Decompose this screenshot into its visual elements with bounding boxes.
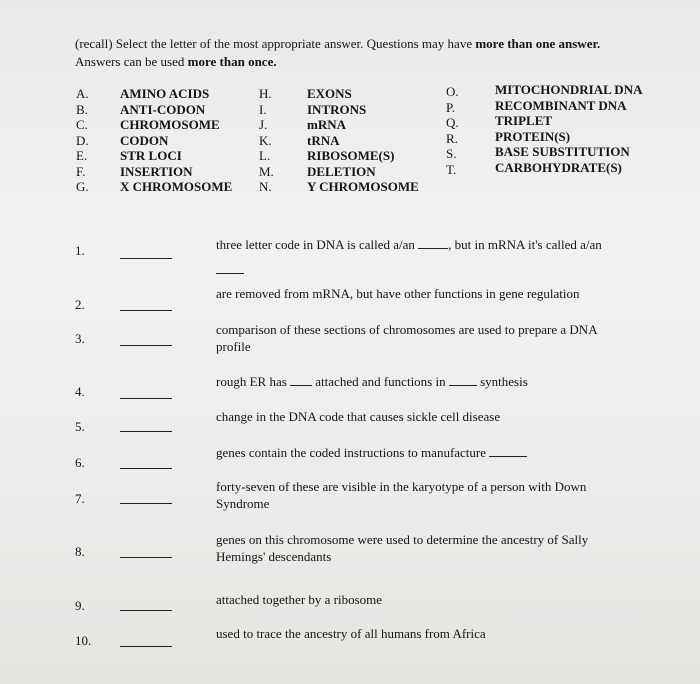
inline-blank[interactable] [290, 384, 312, 386]
inline-blank[interactable] [216, 272, 244, 274]
question-text [216, 478, 586, 512]
answer-blank[interactable] [120, 309, 172, 311]
inline-blank[interactable] [449, 384, 477, 386]
question-text-line: genes on this chromosome were used to determine the ancestry of Sally [216, 532, 589, 547]
option-term: AMINO ACIDS [120, 86, 210, 101]
option-term: mRNA [307, 117, 346, 132]
question-number: 2. [75, 297, 85, 312]
option-letter: I. [259, 101, 267, 117]
instructions-bold1: more than one answer. [475, 36, 601, 51]
option-term: Y CHROMOSOME [307, 179, 419, 194]
option-term: EXONS [307, 86, 352, 101]
options-col1-letters [76, 86, 89, 195]
inline-blank[interactable] [489, 455, 527, 457]
question-text-line: Hemings' descendants [216, 549, 332, 564]
option-term: CODON [120, 132, 169, 148]
option-letter: P. [446, 99, 456, 115]
option-letter: C. [76, 117, 88, 132]
inline-blank[interactable] [418, 247, 448, 249]
option-letter: L. [259, 148, 271, 163]
question-text-part: rough ER has [216, 374, 287, 389]
options-col2-letters [259, 86, 274, 195]
question-text: used to trace the ancestry of all humans from Africa [216, 626, 486, 641]
answer-blank[interactable] [120, 556, 172, 558]
instructions-part2: Answers can be used [75, 54, 188, 69]
option-term: PROTEIN(S) [495, 128, 571, 144]
option-term: MITOCHONDRIAL DNA [495, 82, 643, 97]
option-letter: O. [446, 84, 459, 99]
instructions-prefix: (recall) [75, 36, 113, 51]
question-text [216, 321, 598, 355]
answer-blank[interactable] [120, 645, 172, 647]
option-term: STR LOCI [120, 148, 182, 163]
option-term: RECOMBINANT DNA [495, 97, 627, 113]
option-term: CARBOHYDRATE(S) [495, 159, 622, 175]
answer-blank[interactable] [120, 467, 172, 469]
answer-blank[interactable] [120, 257, 172, 259]
answer-blank[interactable] [120, 502, 172, 504]
question-text: change in the DNA code that causes sickle cell disease [216, 409, 501, 424]
option-letter: G. [76, 179, 89, 194]
question-text [216, 373, 528, 390]
question-text-part: three letter code in DNA is called a/an [216, 237, 415, 252]
question-text-line: profile [216, 339, 251, 354]
option-letter: H. [259, 86, 272, 101]
answer-blank[interactable] [120, 344, 172, 346]
instructions-part1: Select the letter of the most appropriate answer. Questions may have [112, 36, 476, 51]
answer-blank[interactable] [120, 430, 172, 432]
option-term: INSERTION [120, 163, 193, 179]
question-text-part: genes contain the coded instructions to manufacture [216, 445, 487, 460]
option-letter: N. [259, 179, 272, 194]
question-number: 10. [75, 633, 92, 648]
answer-blank[interactable] [120, 397, 172, 399]
option-term: BASE SUBSTITUTION [495, 144, 630, 159]
option-term: ANTI-CODON [120, 101, 206, 117]
option-letter: S. [446, 146, 457, 161]
question-number: 4. [75, 384, 85, 399]
option-letter: J. [259, 117, 268, 132]
option-letter: A. [76, 86, 89, 101]
option-letter: Q. [446, 115, 459, 130]
question-number: 9. [75, 598, 85, 613]
option-term: TRIPLET [495, 113, 553, 128]
option-term: tRNA [307, 132, 340, 148]
option-term: CHROMOSOME [120, 117, 220, 132]
option-term: X CHROMOSOME [120, 179, 233, 194]
options-col1-terms [120, 86, 232, 195]
option-letter: F. [76, 163, 86, 179]
question-text: are removed from mRNA, but have other functions in gene regulation [216, 286, 580, 301]
option-letter: B. [76, 101, 88, 117]
question-number: 1. [75, 243, 85, 258]
question-number: 3. [75, 331, 85, 346]
instructions-bold2: more than once. [187, 54, 277, 69]
question-text: attached together by a ribosome [216, 592, 383, 607]
question-text-line: Syndrome [216, 496, 270, 511]
question-text-line: comparison of these sections of chromosomes are used to prepare a DNA [216, 322, 598, 337]
question-text-part: attached and functions in [315, 374, 446, 389]
question-text-line: forty-seven of these are visible in the karyotype of a person with Down [216, 479, 587, 494]
option-letter: K. [259, 132, 272, 148]
option-term: INTRONS [307, 101, 367, 117]
options-col2-terms [307, 86, 419, 195]
instructions [75, 35, 635, 71]
option-letter: E. [76, 148, 88, 163]
question-text-part: , but in mRNA it's called a/an [448, 237, 602, 252]
options-col3-terms [495, 82, 642, 175]
option-letter: T. [446, 161, 457, 177]
option-term: RIBOSOME(S) [307, 148, 395, 163]
question-number: 5. [75, 419, 85, 434]
question-number: 8. [75, 544, 85, 559]
options-col3-letters [446, 84, 459, 177]
option-letter: D. [76, 132, 89, 148]
question-text [216, 236, 602, 253]
option-letter: M. [259, 163, 274, 179]
answer-blank[interactable] [120, 609, 172, 611]
question-text [216, 444, 527, 461]
option-letter: R. [446, 130, 458, 146]
question-number: 6. [75, 455, 85, 470]
question-text [216, 531, 588, 565]
question-number: 7. [75, 491, 85, 506]
option-term: DELETION [307, 163, 376, 179]
question-text-part: synthesis [480, 374, 528, 389]
